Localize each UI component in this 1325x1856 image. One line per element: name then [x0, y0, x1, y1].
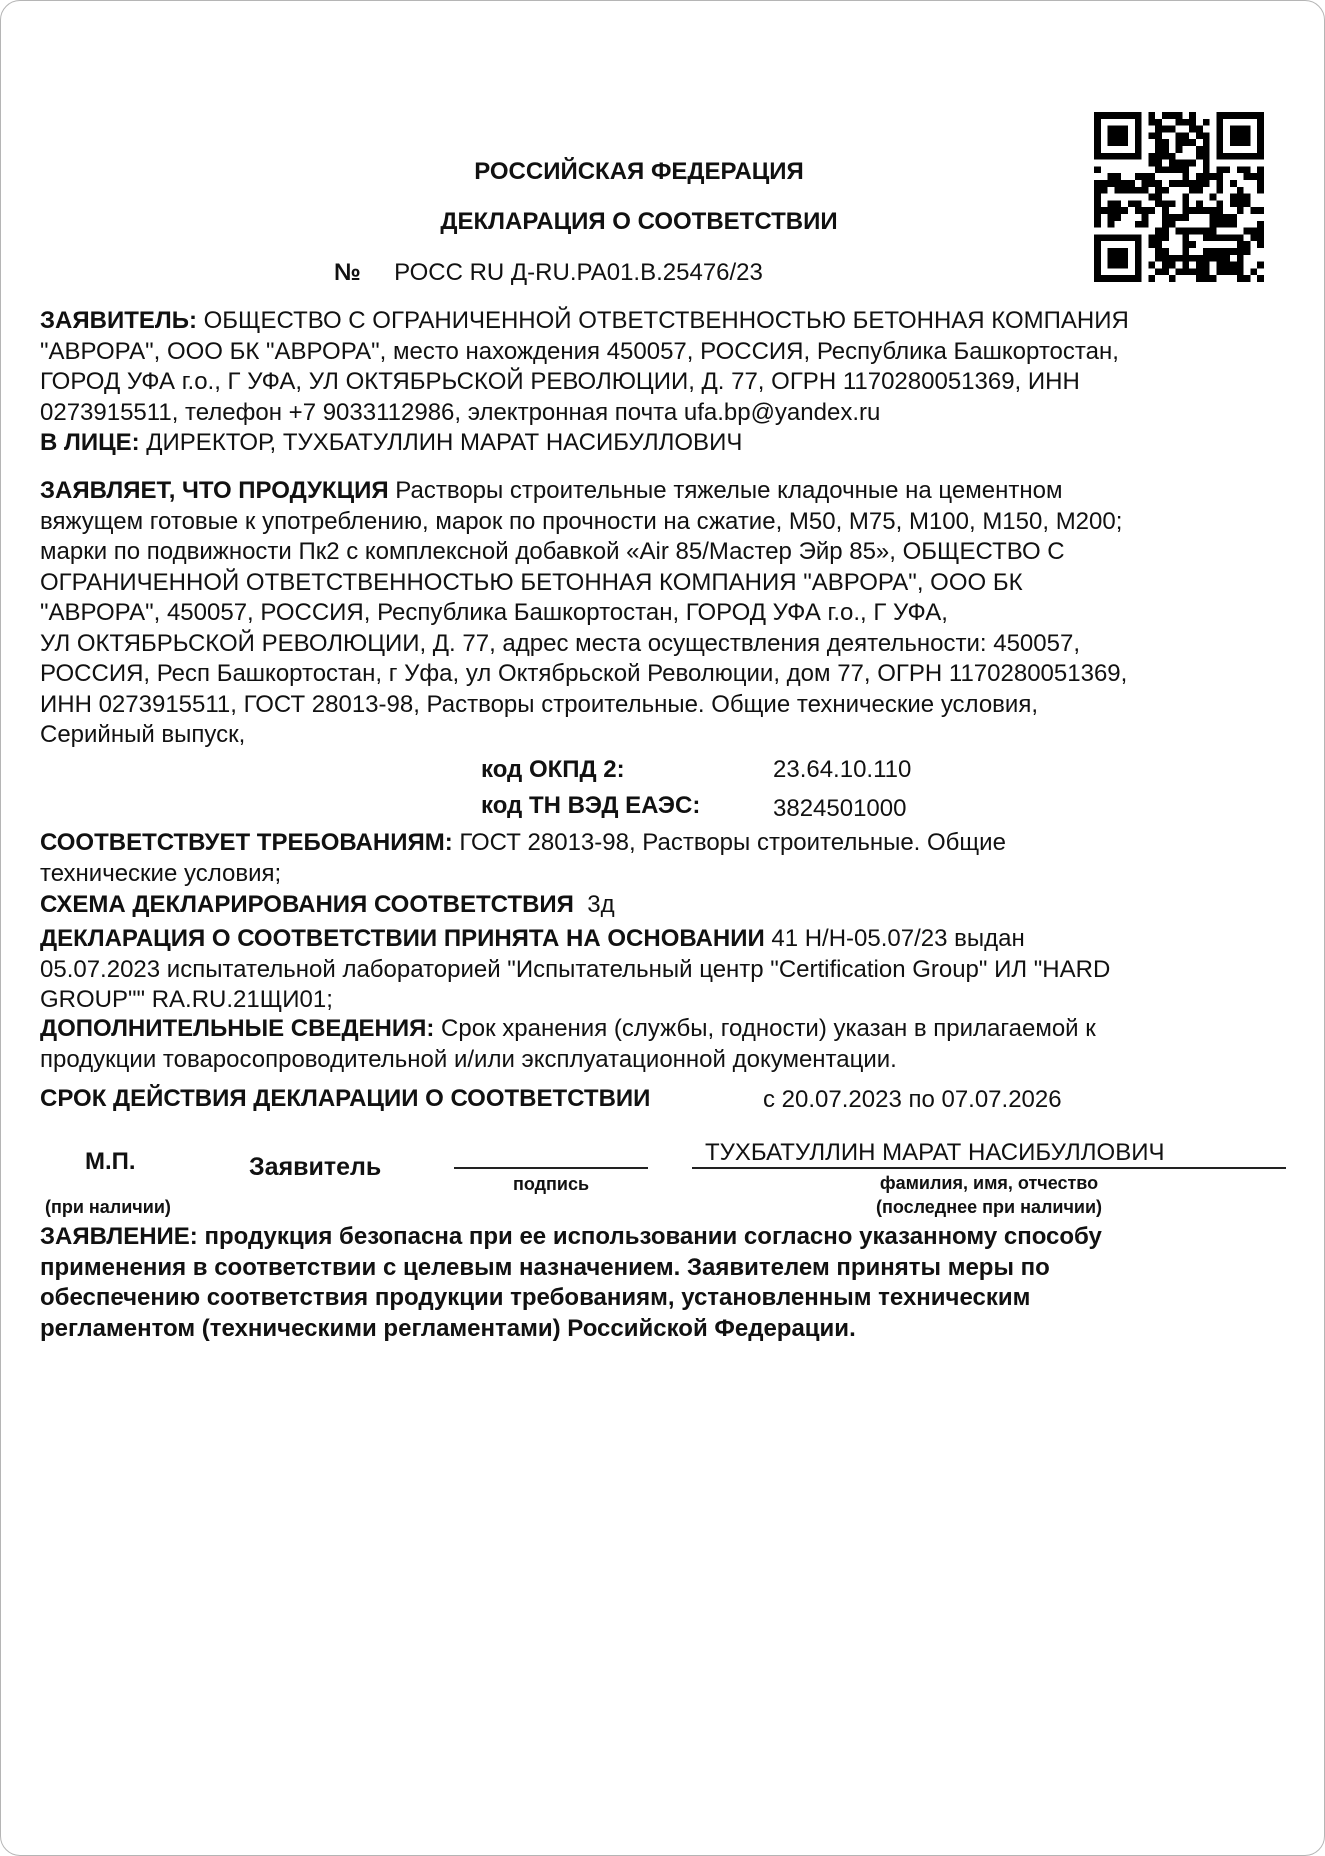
basis-section: ДЕКЛАРАЦИЯ О СООТВЕТСТВИИ ПРИНЯТА НА ОСНОВАНИИ 41 Н/Н-05.07/23 выдан 05.07.2023 испытательной лабораторией "Испытательный центр "Certification Group" ИЛ "HARD GROUP"" RA.RU.21ЩИ01; — [40, 925, 1111, 1013]
document-title: ДЕКЛАРАЦИЯ О СООТВЕТСТВИИ — [440, 208, 838, 235]
statement-line-4: регламентом (техническими регламентами) Российской Федерации. — [40, 1314, 856, 1342]
okpd-label: код ОКПД 2: — [481, 756, 625, 783]
product-line-6: УЛ ОКТЯБРЬСКОЙ РЕВОЛЮЦИИ, Д. 77, адрес места осуществления деятельности: 450057, — [40, 629, 1080, 657]
applicant-line-1: ЗАЯВИТЕЛЬ: ОБЩЕСТВО С ОГРАНИЧЕННОЙ ОТВЕТСТВЕННОСТЬЮ БЕТОННАЯ КОМПАНИЯ — [40, 307, 1129, 334]
represented-value: ДИРЕКТОР, ТУХБАТУЛЛИН МАРАТ НАСИБУЛЛОВИЧ — [146, 429, 743, 456]
product-line-1: ЗАЯВЛЯЕТ, ЧТО ПРОДУКЦИЯ Растворы строительные тяжелые кладочные на цементном — [40, 477, 1063, 504]
tnved-value: 3824501000 — [773, 795, 907, 822]
additional-label: ДОПОЛНИТЕЛЬНЫЕ СВЕДЕНИЯ: — [40, 1015, 435, 1042]
stamp-note: (при наличии) — [45, 1197, 171, 1217]
requirements-label: СООТВЕТСТВУЕТ ТРЕБОВАНИЯМ: — [40, 829, 453, 856]
okpd-value: 23.64.10.110 — [773, 756, 912, 783]
product-line-5: "АВРОРА", 450057, РОССИЯ, Республика Башкортостан, ГОРОД УФА г.о., Г УФА, — [40, 599, 948, 626]
signatory-name: ТУХБАТУЛЛИН МАРАТ НАСИБУЛЛОВИЧ — [705, 1139, 1165, 1166]
requirements-section: СООТВЕТСТВУЕТ ТРЕБОВАНИЯМ: ГОСТ 28013-98, Растворы строительные. Общие технические условия; — [40, 829, 1006, 887]
product-line-7: РОССИЯ, Респ Башкортостан, г Уфа, ул Октябрьской Революции, дом 77, ОГРН 1170280051369, — [40, 660, 1128, 687]
signature-line — [454, 1167, 648, 1169]
scheme-label: СХЕМА ДЕКЛАРИРОВАНИЯ СООТВЕТСТВИЯ — [40, 891, 574, 918]
product-line-9: Серийный выпуск, — [40, 721, 246, 748]
statement-section — [40, 1222, 1290, 1344]
product-label: ЗАЯВЛЯЕТ, ЧТО ПРОДУКЦИЯ — [40, 477, 389, 504]
basis-label: ДЕКЛАРАЦИЯ О СООТВЕТСТВИИ ПРИНЯТА НА ОСНОВАНИИ — [40, 925, 765, 952]
stamp-label: М.П. — [85, 1148, 136, 1175]
represented-line — [40, 428, 1290, 459]
product-line-3: марки по подвижности Пк2 с комплексной добавкой «Air 85/Мастер Эйр 85», ОБЩЕСТВО С — [40, 538, 1065, 565]
validity-value: с 20.07.2023 по 07.07.2026 — [763, 1086, 1062, 1113]
document-number: РОСС RU Д-RU.PA01.B.25476/23 — [394, 259, 763, 286]
document-number-row — [334, 259, 763, 287]
name-caption-2: (последнее при наличии) — [875, 1197, 1103, 1217]
qr-code-icon — [1094, 112, 1264, 282]
represented-label: В ЛИЦЕ: — [40, 429, 140, 456]
signature-caption: подпись — [512, 1174, 590, 1194]
name-caption-1: фамилия, имя, отчество — [879, 1173, 1099, 1193]
applicant-sign-label: Заявитель — [249, 1153, 382, 1181]
product-line-2: вяжущем готовые к употреблению, марок по прочности на сжатие, М50, М75, М100, М150, М200; — [40, 507, 1123, 535]
validity-label: СРОК ДЕЙСТВИЯ ДЕКЛАРАЦИИ О СООТВЕТСТВИИ — [40, 1085, 651, 1112]
product-line-8: ИНН 0273915511, ГОСТ 28013-98, Растворы строительные. Общие технические условия, — [40, 690, 1038, 718]
statement-line-1: ЗАЯВЛЕНИЕ: продукция безопасна при ее использовании согласно указанному способу — [40, 1223, 1102, 1250]
product-line-4: ОГРАНИЧЕННОЙ ОТВЕТСТВЕННОСТЬЮ БЕТОННАЯ КОМПАНИЯ "АВРОРА", ООО БК — [40, 568, 1023, 596]
name-line — [692, 1167, 1286, 1169]
applicant-section — [40, 306, 1290, 459]
applicant-line-3: ГОРОД УФА г.о., Г УФА, УЛ ОКТЯБРЬСКОЙ РЕВОЛЮЦИИ, Д. 77, ОГРН 1170280051369, ИНН — [40, 368, 1080, 395]
statement-line-2: применения в соответствии с целевым назначением. Заявителем приняты меры по — [40, 1253, 1050, 1281]
product-section — [40, 476, 1290, 751]
number-sign: № — [334, 259, 361, 286]
tnved-label: код ТН ВЭД ЕАЭС: — [481, 792, 701, 819]
applicant-line-4: 0273915511, телефон +7 9033112986, электронная почта ufa.bp@yandex.ru — [40, 398, 881, 426]
applicant-label: ЗАЯВИТЕЛЬ: — [40, 307, 197, 334]
statement-line-3: обеспечению соответствия продукции требованиям, установленным техническим — [40, 1284, 1031, 1311]
additional-section: ДОПОЛНИТЕЛЬНЫЕ СВЕДЕНИЯ: Срок хранения (службы, годности) указан в прилагаемой к продукции товаросопроводительной и/или эксплуатационной документации. — [40, 1015, 1096, 1073]
scheme-value: 3д — [587, 891, 615, 918]
applicant-line-2: "АВРОРА", ООО БК "АВРОРА", место нахождения 450057, РОССИЯ, Республика Башкортостан, — [40, 337, 1119, 365]
country-heading: РОССИЙСКАЯ ФЕДЕРАЦИЯ — [474, 158, 804, 185]
scheme-line — [40, 891, 615, 919]
